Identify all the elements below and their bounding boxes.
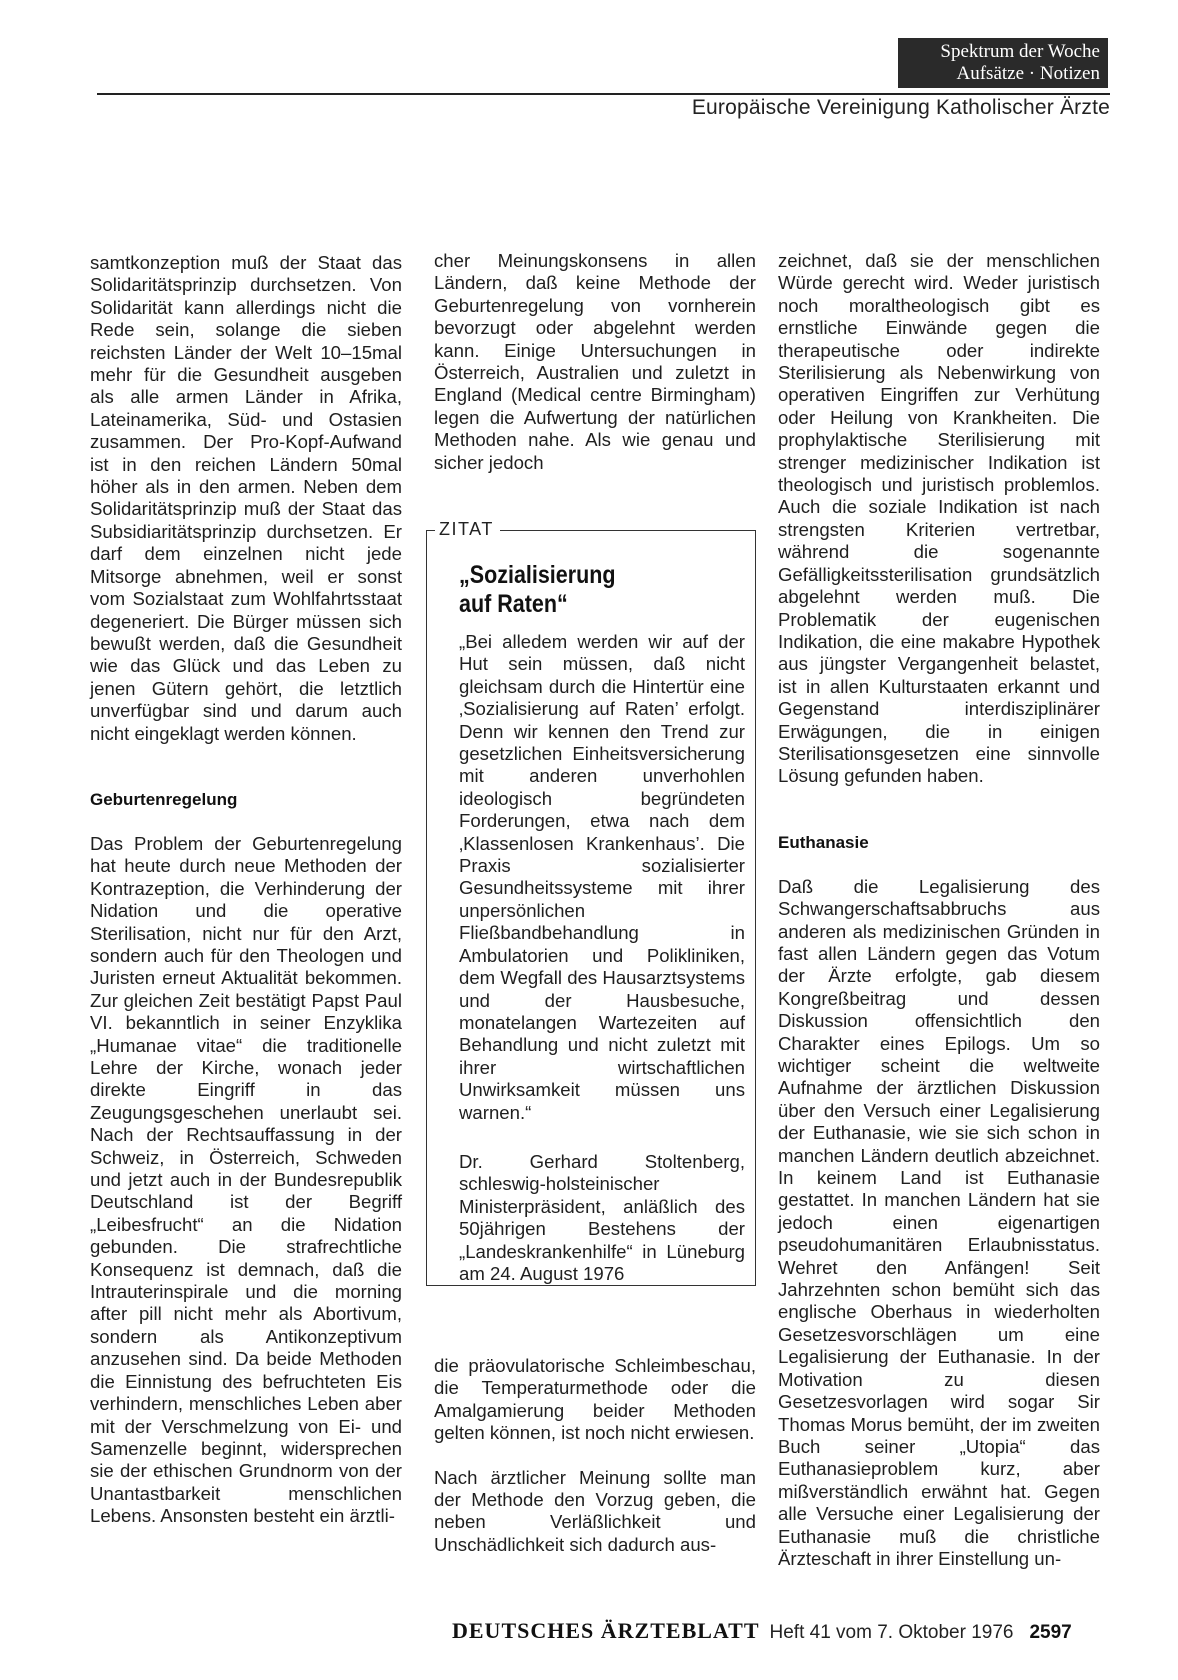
section-badge xyxy=(898,38,1108,88)
page-footer xyxy=(452,1618,1072,1644)
quote-source: Dr. Gerhard Stoltenberg, schleswig-holsteinischer Ministerpräsident, anläßlich des 50jährigen Bestehens der „Landeskrankenhilfe“ in Lüneburg am 24. August 1976 xyxy=(459,1151,745,1285)
quote-headline-line-2: auf Raten“ xyxy=(459,590,568,618)
header-rule xyxy=(97,93,1110,95)
journal-title: DEUTSCHES ÄRZTEBLATT xyxy=(452,1618,760,1643)
article-column-3 xyxy=(778,250,1100,1570)
paragraph-methods: die präovulatorische Schleimbeschau, die Temperaturmethode oder die Amalgamierung beider Methoden gelten können, ist noch nicht erwiesen. xyxy=(434,1355,756,1444)
section-label-aufsaetze: Aufsätze · Notizen xyxy=(956,63,1100,84)
quote-text: „Bei alledem werden wir auf der Hut sein müssen, daß nicht gleichsam durch die Hintertür eine ‚Sozialisierung auf Raten’ erfolgt. Denn wir kennen den Trend zur gesetzlichen Einheitsversicherung mit anderen unverhohlen ideologisch begründeten Forderungen, etwa nach dem ‚Klassenlosen Krankenhaus’. Die Praxis sozialisierter Gesundheitssysteme mit ihrer unpersönlichen Fließbandbehandlung in Ambulatorien und Polikliniken, dem Wegfall des Hausarztsystems und der Hausbesuche, monatelangen Wartezeiten auf Behandlung und nicht zuletzt mit ihrer wirtschaftlichen Unwirksamkeit müssen uns warnen.“ xyxy=(459,631,745,1123)
heading-euthanasie: Euthanasie xyxy=(778,832,869,852)
issue-info: Heft 41 vom 7. Oktober 1976 xyxy=(769,1622,1014,1643)
paragraph-euthanasia: Daß die Legalisierung des Schwangerschaftsabbruchs aus anderen als medizinischen Gründen in fast allen Ländern gegen das Votum der Ärzte erfolgte, gab diesem Kongreßbeitrag und dessen Diskussion offensichtlich den Charakter eines Epilogs. Um so wichtiger scheint die weltweite Aufnahme der ärztlichen Diskussion über den Versuch einer Legalisierung der Euthanasie, wie sie sich schon in manchen Ländern deutlich abzeichnet. In keinem Land ist Euthanasie gestattet. In manchen Ländern hat sie jedoch einen eigenartigen pseudohumanitären Erlaubnisstatus. Wehret den Anfängen! Seit Jahrzehnten schon bemüht sich das englische Oberhaus in wiederholten Gesetzesvorschlägen um eine Legalisierung der Euthanasie. In der Motivation zu diesen Gesetzesvorlagen wird sogar Sir Thomas Morus bemüht, der im zweiten Buch seiner „Utopia“ das Euthanasieproblem kurz, aber mißverständlich erwähnt hat. Gegen alle Versuche einer Legalisierung der Euthanasie muß die christliche Ärzteschaft in ihrer Einstellung un- xyxy=(778,875,1100,1569)
paragraph-medical-opinion: Nach ärztlicher Meinung sollte man der Methode den Vorzug geben, die neben Verläßlichkeit und Unschädlichkeit sich dadurch aus- xyxy=(434,1466,756,1555)
paragraph-consensus: cher Meinungskonsens in allen Ländern, daß keine Methode der Geburtenregelung von vornherein bevorzugt oder abgelehnt werden kann. Einige Untersuchungen in Österreich, Australien und zuletzt in England (Medical centre Birmingham) legen die Aufwertung der natürlichen Methoden nahe. Als wie genau und sicher jedoch xyxy=(434,250,756,473)
paragraph-solidarity: samtkonzeption muß der Staat das Solidaritätsprinzip durchsetzen. Von Solidarität kann allerdings nicht die Rede sein, solange die sieben reichsten Länder der Welt 10–15mal mehr für die Gesundheit ausgeben als alle armen Länder in Afrika, Lateinamerika, Süd- und Ostasien zusammen. Der Pro-Kopf-Aufwand ist in den reichen Ländern 50mal höher als in den armen. Neben dem Solidaritätsprinzip muß der Staat das Subsidiaritätsprinzip durchsetzen. Er darf dem einzelnen nicht jede Mitsorge abnehmen, weil er sonst vom Sozialstaat zum Wohlfahrtsstaat degeneriert. Die Bürger müssen sich bewußt werden, daß die Gesundheit wie das Glück und das Leben zu jenen Gütern gehört, die letztlich unverfügbar sind und darum auch nicht eingeklagt werden können. xyxy=(90,252,402,744)
quote-box xyxy=(426,519,756,1286)
page-number: 2597 xyxy=(1029,1622,1072,1643)
section-label-spektrum: Spektrum der Woche xyxy=(940,41,1100,62)
article-column-1 xyxy=(90,252,402,1528)
organization-title: Europäische Vereinigung Katholischer Ärzte xyxy=(691,96,1110,119)
heading-geburtenregelung: Geburtenregelung xyxy=(90,789,238,809)
article-column-2-bottom xyxy=(434,1355,756,1556)
quote-headline xyxy=(459,561,691,619)
paragraph-sterilization: zeichnet, daß sie der menschlichen Würde gerecht wird. Weder juristisch noch moraltheologisch gibt es ernstliche Einwände gegen die therapeutische oder indirekte Sterilisierung als Nebenwirkung von operativen Eingriffen zur Verhütung oder Heilung von Krankheiten. Die prophylaktische Sterilisierung mit strenger medizinischer Indikation ist theologisch und juristisch problemlos. Auch die soziale Indikation ist nach strengsten Kriterien vertretbar, während die sogenannte Gefälligkeitssterilisation grundsätzlich abgelehnt werden muß. Die Problematik der eugenischen Indikation, die eine makabre Hypothek aus jüngster Vergangenheit belastet, ist in allen Kulturstaaten erkannt und Gegenstand interdisziplinärer Erwägungen, die in einigen Sterilisationsgesetzen eine sinnvolle Lösung gefunden haben. xyxy=(778,250,1100,787)
article-column-2-top xyxy=(434,250,756,474)
quote-label: ZITAT xyxy=(435,519,500,540)
quote-headline-line-1: „Sozialisierung xyxy=(459,561,616,589)
paragraph-birth-control: Das Problem der Geburtenregelung hat heute durch neue Methoden der Kontrazeption, die Verhinderung der Nidation und die operative Sterilisation, nicht nur für den Arzt, sondern auch für den Theologen und Juristen erneut Aktualität bekommen. Zur gleichen Zeit bestätigt Papst Paul VI. bekanntlich in seiner Enzyklika „Humanae vitae“ die traditionelle Lehre der Kirche, wonach jeder direkte Eingriff in das Zeugungsgeschehen unerlaubt sei. Nach der Rechtsauffassung in der Schweiz, in Österreich, Schweden und jetzt auch in der Bundesrepublik Deutschland ist der Begriff „Leibesfrucht“ an die Nidation gebunden. Die strafrechtliche Konsequenz ist demnach, daß die Intrauterinspirale und die morning after pill nicht mehr als Abortivum, sondern als Antikonzeptivum anzusehen sind. Da beide Methoden die Einnistung des befruchteten Eis verhindern, menschliches Leben aber mit der Verschmelzung von Ei- und Samenzelle beginnt, widersprechen sie der ethischen Grundnorm von der Unantastbarkeit menschlichen Lebens. Ansonsten besteht ein ärztli- xyxy=(90,832,402,1527)
